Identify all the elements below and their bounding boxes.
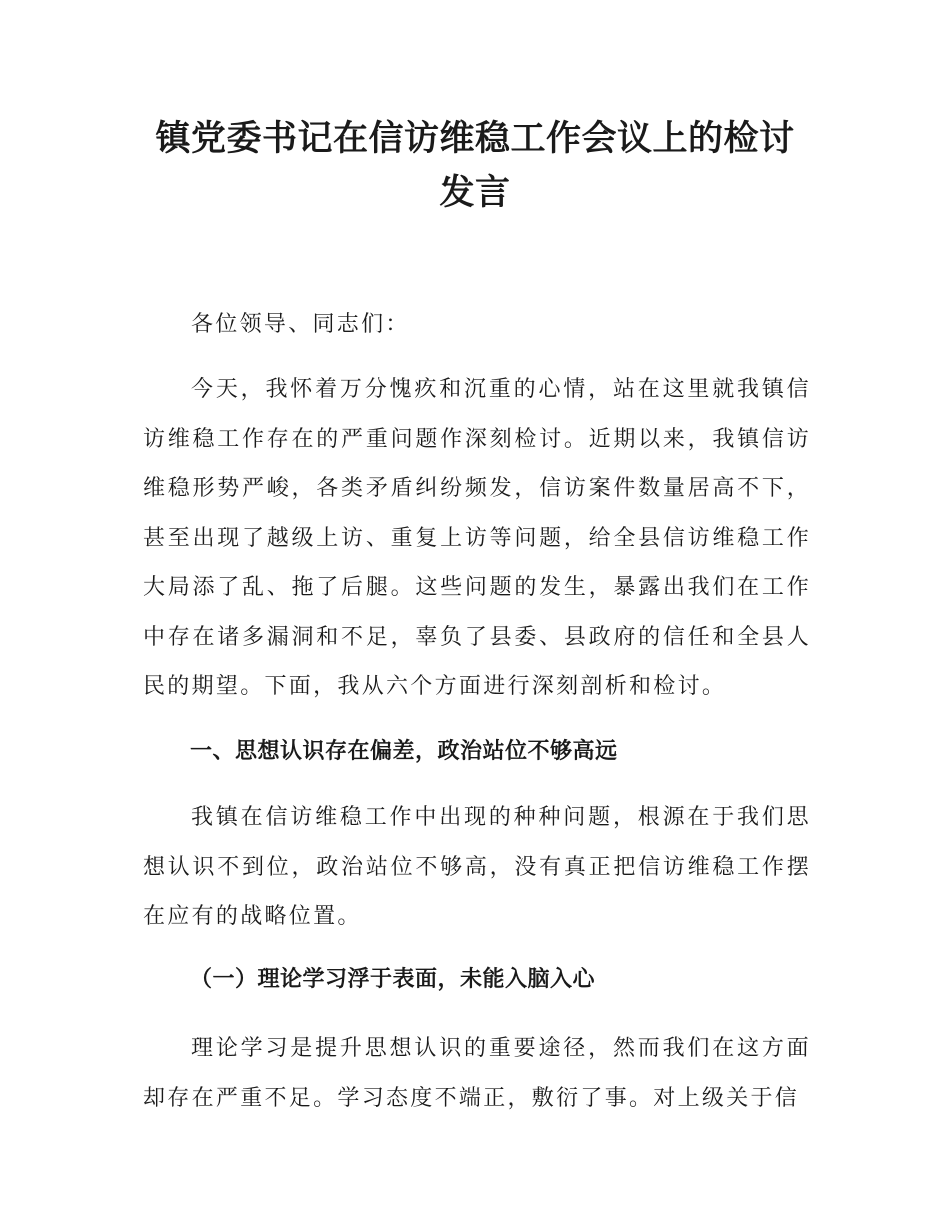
- paragraph-subsection-1: 理论学习是提升思想认识的重要途径，然而我们在这方面却存在严重不足。学习态度不端正，敷衍了事。对上级关于信: [143, 1036, 811, 1111]
- subsection-heading-1: （一）理论学习浮于表面，未能入脑入心: [190, 967, 596, 992]
- document-title: 镇党委书记在信访维稳工作会议上的检讨发言: [155, 118, 795, 213]
- paragraph-intro: 今天，我怀着万分愧疚和沉重的心情，站在这里就我镇信访维稳工作存在的严重问题作深刻检讨。近期以来，我镇信访维稳形势严峻，各类矛盾纠纷频发，信访案件数量居高不下，甚至出现了越级上访、重复上访等问题，给全县信访维稳工作大局添了乱、拖了后腿。这些问题的发生，暴露出我们在工作中存在诸多漏洞和不足，辜负了县委、县政府的信任和全县人民的期望。下面，我从六个方面进行深刻剖析和检讨。: [143, 377, 811, 699]
- paragraph-section-1: 我镇在信访维稳工作中出现的种种问题，根源在于我们思想认识不到位，政治站位不够高，没有真正把信访维稳工作摆在应有的战略位置。: [143, 805, 811, 929]
- salutation-text: 各位领导、同志们：: [191, 312, 410, 337]
- salutation: [143, 300, 811, 350]
- section-heading-1: 一、思想认识存在偏差，政治站位不够高远: [190, 739, 618, 764]
